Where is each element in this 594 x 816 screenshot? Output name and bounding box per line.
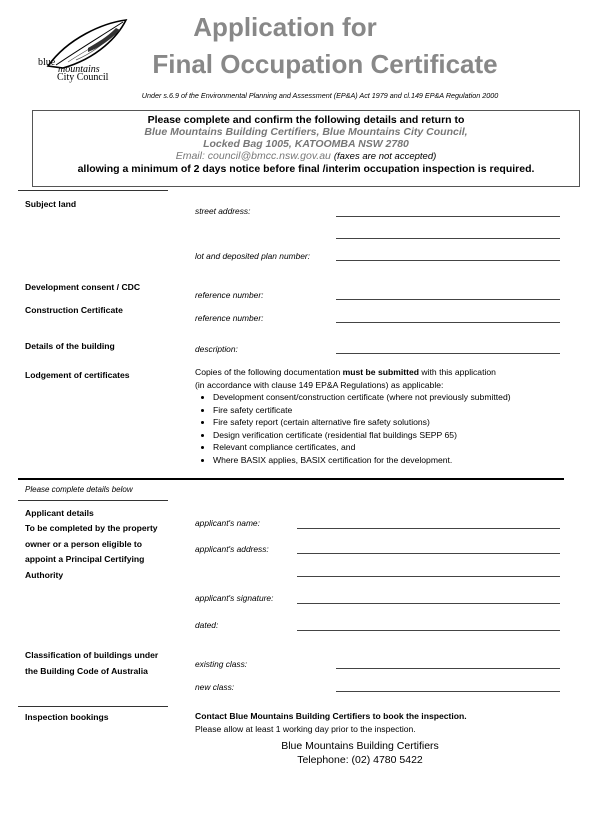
list-item: • Design verification certificate (residential flat buildings SEPP 65) [213, 429, 575, 442]
inspection-body [195, 710, 565, 735]
lodgement-intro1 [195, 366, 575, 379]
section-divider [18, 478, 564, 480]
divider [18, 706, 168, 707]
applicant-signature-label: applicant's signature: [195, 593, 274, 603]
street-address-field-2[interactable] [336, 238, 560, 239]
page-subtitle: Under s.6.9 of the Environmental Planning and Assessment (EP&A) Act 1979 and cl.149 EP&A Regulation 2000 [141, 91, 499, 100]
notice-box [32, 110, 580, 187]
inspection-line2: Please allow at least 1 working day prior to the inspection. [195, 723, 416, 734]
list-item: • Fire safety report (certain alternative fire safety solutions) [213, 416, 575, 429]
complete-note: Please complete details below [25, 485, 133, 494]
street-address-field[interactable] [336, 216, 560, 217]
lodgement-intro1-bold: must be submitted [342, 367, 420, 377]
notice-email-row [33, 150, 579, 163]
inspection-phone: Telephone: (02) 4780 5422 [297, 754, 423, 766]
notice-line1: Please complete and confirm the following details and return to [147, 114, 465, 126]
applicant-heading: Applicant details [25, 508, 94, 518]
building-desc-field[interactable] [336, 353, 560, 354]
lot-dp-field[interactable] [336, 260, 560, 261]
existing-class-label: existing class: [195, 659, 248, 669]
street-address-label: street address: [195, 206, 251, 216]
dev-consent-ref-field[interactable] [336, 299, 560, 300]
list-item: • Relevant compliance certificates, and [213, 441, 575, 454]
lodgement-intro1-a: Copies of the following documentation [195, 367, 343, 377]
dev-consent-heading: Development consent / CDC [25, 282, 141, 292]
applicant-signature-field[interactable] [297, 603, 560, 604]
logo-text-council: City Council [57, 72, 109, 83]
building-desc-label: description: [195, 344, 238, 354]
list-item: • Fire safety certificate [213, 404, 575, 417]
inspection-heading: Inspection bookings [25, 712, 109, 722]
applicant-description: To be completed by the property owner or a person eligible to appoint a Principal Certifying Authority [25, 523, 158, 580]
logo-text-blue: blue [38, 57, 56, 68]
subject-land-heading: Subject land [25, 199, 77, 209]
applicant-dated-field[interactable] [297, 630, 560, 631]
notice-line2: Blue Mountains Building Certifiers, Blue Mountains City Council, [144, 126, 468, 138]
notice-line3: Locked Bag 1005, KATOOMBA NSW 2780 [203, 138, 409, 150]
inspection-line1: Contact Blue Mountains Building Certifiers to book the inspection. [195, 711, 467, 721]
lodgement-intro1-c: with this application [419, 367, 496, 377]
applicant-address-field[interactable] [297, 553, 560, 554]
construction-heading: Construction Certificate [25, 305, 123, 315]
logo-text-mountains: mountains [58, 64, 100, 75]
new-class-label: new class: [195, 682, 235, 692]
list-item: • Development consent/construction certificate (where not previously submitted) [213, 391, 575, 404]
new-class-field[interactable] [336, 691, 560, 692]
dev-consent-ref-label: reference number: [195, 290, 264, 300]
lodgement-body [195, 366, 575, 466]
notice-line5: allowing a minimum of 2 days notice before final /interim occupation inspection is required. [77, 163, 535, 175]
applicant-name-label: applicant's name: [195, 518, 260, 528]
applicant-name-field[interactable] [297, 528, 560, 529]
existing-class-field[interactable] [336, 668, 560, 669]
list-item: • Where BASIX applies, BASIX certification for the development. [213, 454, 575, 467]
divider [18, 500, 168, 501]
divider [18, 190, 168, 191]
construction-ref-field[interactable] [336, 322, 560, 323]
inspection-line3: Blue Mountains Building Certifiers [281, 740, 439, 752]
lot-dp-label: lot and deposited plan number: [195, 251, 311, 261]
lodgement-intro2: (in accordance with clause 149 EP&A Regulations) as applicable: [195, 379, 444, 390]
lodgement-list [195, 391, 575, 466]
classification-heading: Classification of buildings under the Building Code of Australia [25, 650, 159, 676]
applicant-address-field-2[interactable] [297, 576, 560, 577]
lodgement-heading: Lodgement of certificates [25, 370, 130, 380]
construction-ref-label: reference number: [195, 313, 264, 323]
applicant-address-label: applicant's address: [195, 544, 269, 554]
page-title-line2: Final Occupation Certificate [152, 49, 498, 79]
notice-email: Email: council@bmcc.nsw.gov.au [175, 150, 331, 162]
inspection-contact [195, 739, 525, 767]
page-title-line1: Application for [193, 12, 377, 42]
building-heading: Details of the building [25, 341, 115, 351]
notice-fax-note: (faxes are not accepted) [333, 151, 437, 162]
applicant-dated-label: dated: [195, 620, 219, 630]
